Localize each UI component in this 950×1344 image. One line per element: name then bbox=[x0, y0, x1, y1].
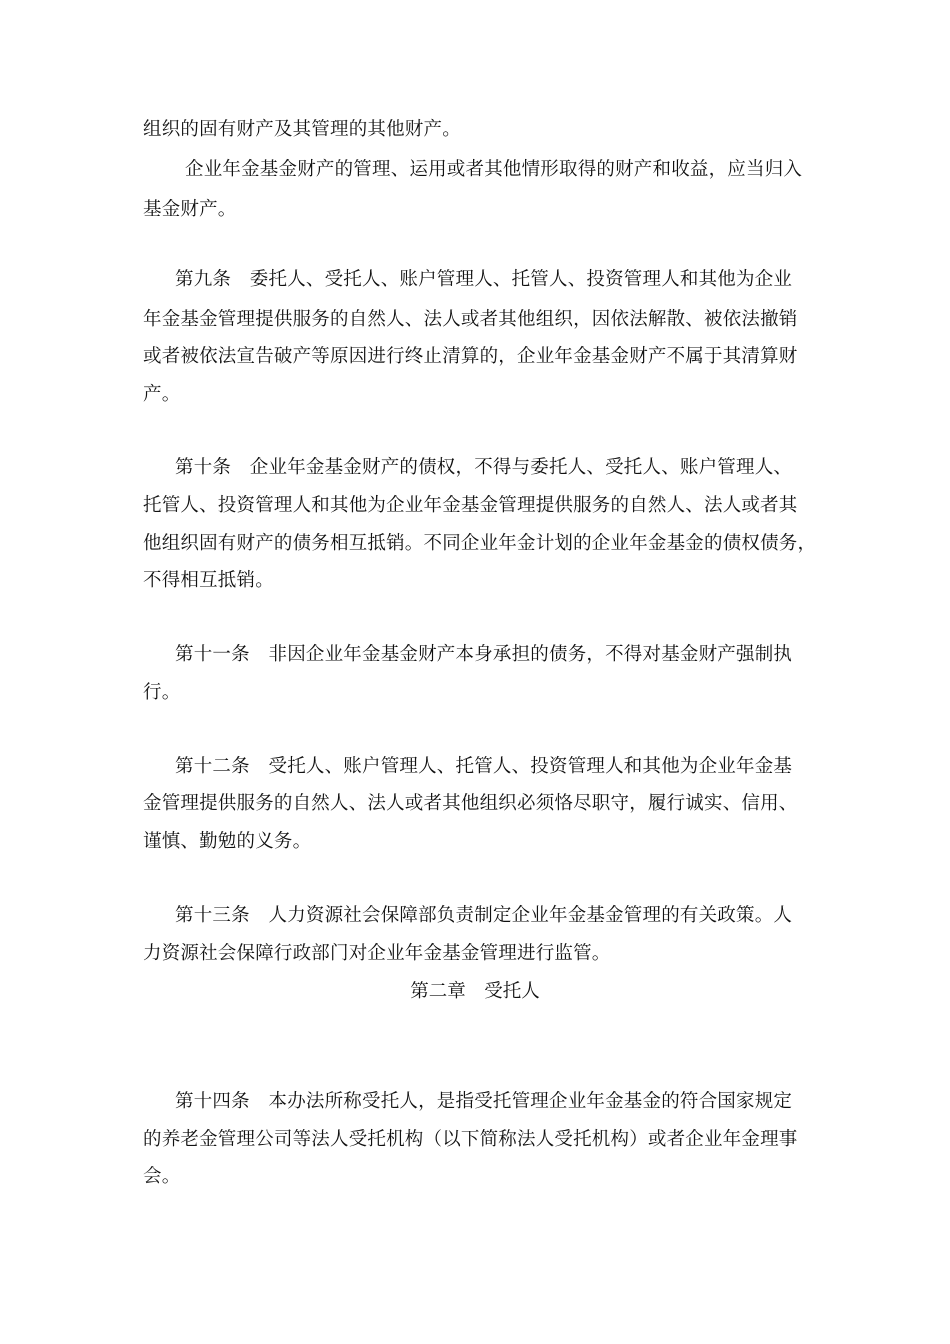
text-line: 谨慎、勤勉的义务。 bbox=[143, 831, 312, 852]
text-line: 会。 bbox=[143, 1166, 181, 1187]
text-line: 的养老金管理公司等法人受托机构（以下简称法人受托机构）或者企业年金理事 bbox=[143, 1129, 798, 1150]
article-14-line: 第十四条 本办法所称受托人，是指受托管理企业年金基金的符合国家规定 bbox=[175, 1091, 793, 1112]
text-line: 产。 bbox=[143, 384, 181, 405]
text-line: 或者被依法宣告破产等原因进行终止清算的，企业年金基金财产不属于其清算财 bbox=[143, 346, 798, 367]
text-line: 力资源社会保障行政部门对企业年金基金管理进行监管。 bbox=[143, 943, 611, 964]
text-line: 金管理提供服务的自然人、法人或者其他组织必须恪尽职守，履行诚实、信用、 bbox=[143, 793, 798, 814]
text-line: 基金财产。 bbox=[143, 199, 237, 220]
text-line: 年金基金管理提供服务的自然人、法人或者其他组织，因依法解散、被依法撤销 bbox=[143, 309, 798, 330]
article-9-line: 第九条 委托人、受托人、账户管理人、托管人、投资管理人和其他为企业 bbox=[175, 269, 793, 290]
article-13-line: 第十三条 人力资源社会保障部负责制定企业年金基金管理的有关政策。人 bbox=[175, 905, 793, 926]
article-11-line: 第十一条 非因企业年金基金财产本身承担的债务，不得对基金财产强制执 bbox=[175, 644, 793, 665]
text-line: 托管人、投资管理人和其他为企业年金基金管理提供服务的自然人、法人或者其 bbox=[143, 495, 798, 516]
text-line: 他组织固有财产的债务相互抵销。不同企业年金计划的企业年金基金的债权债务， bbox=[143, 533, 817, 554]
text-line: 行。 bbox=[143, 682, 181, 703]
text-line: 不得相互抵销。 bbox=[143, 570, 274, 591]
chapter-heading: 第二章 受托人 bbox=[410, 981, 540, 1002]
article-12-line: 第十二条 受托人、账户管理人、托管人、投资管理人和其他为企业年金基 bbox=[175, 756, 793, 777]
text-line: 组织的固有财产及其管理的其他财产。 bbox=[143, 119, 461, 140]
article-10-line: 第十条 企业年金基金财产的债权，不得与委托人、受托人、账户管理人、 bbox=[175, 457, 793, 478]
text-line: 企业年金基金财产的管理、运用或者其他情形取得的财产和收益，应当归入 bbox=[185, 159, 803, 180]
